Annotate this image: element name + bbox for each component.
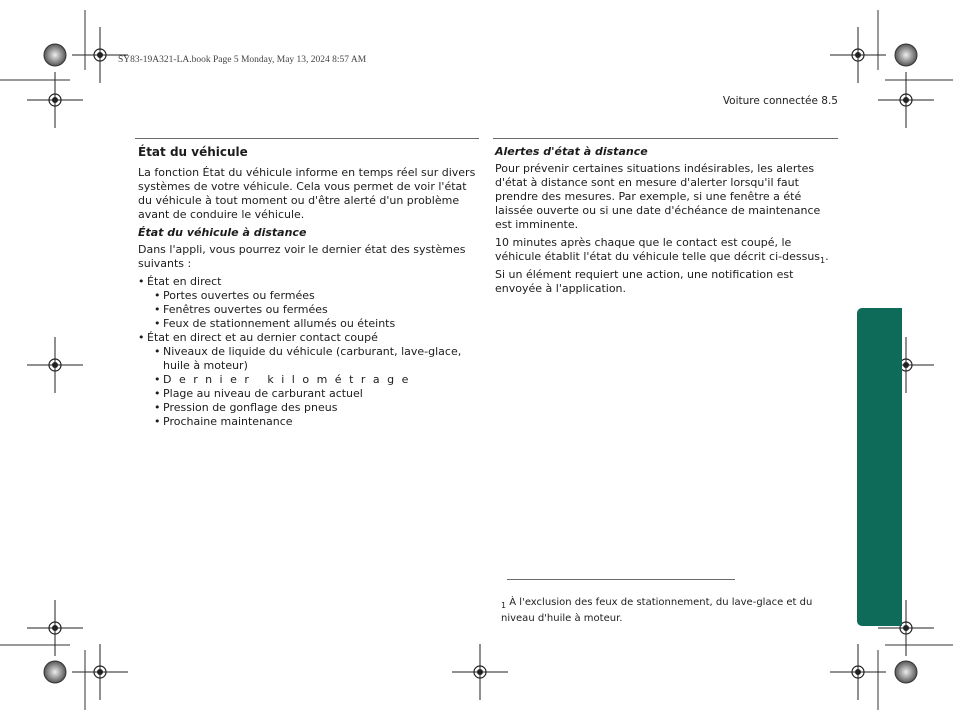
- footnote: [501, 596, 836, 625]
- footnote-text: À l'exclusion des feux de stationnement, du lave-glace et du niveau d'huile à moteur.: [501, 597, 813, 624]
- left-column: [138, 145, 478, 429]
- alerts-paragraph-1: Pour prévenir certaines situations indésirables, les alertes d'état à distance sont en mesure d'alerter lorsqu'il faut prendre des mesures. Par exemple, si une fenêtre a été laissée ouverte ou si une date d'échéance de maintenance est imminente.: [495, 162, 821, 231]
- list-item: [138, 275, 478, 331]
- status-list: [138, 275, 478, 429]
- group-label-live-and-ignition-off: État en direct et au dernier contact coupé: [147, 331, 378, 344]
- list-item: • Niveaux de liquide du véhicule (carburant, lave-glace, huile à moteur): [154, 345, 478, 373]
- chapter-thumb-tab: [857, 308, 902, 626]
- footnote-rule: [507, 579, 735, 580]
- alerts-paragraph-2: 10 minutes après chaque que le contact est coupé, le véhicule établit l'état du véhicule telle que décrit ci-dessus$_1$. Si un élément requiert une action, une notification est envoyée à l'application.: [495, 236, 829, 296]
- list-item: • Portes ouvertes ou fermées: [154, 289, 478, 303]
- list-item: • Pression de gonflage des pneus: [154, 401, 478, 415]
- sublist-live-and-ignition-off: [154, 345, 478, 429]
- corner-target-top-right: [895, 44, 917, 66]
- footnote-reference: 1: [820, 256, 826, 266]
- section-title: État du véhicule: [138, 145, 248, 159]
- list-item: • Plage au niveau de carburant actuel: [154, 387, 478, 401]
- intro-paragraph: La fonction État du véhicule informe en temps réel sur divers systèmes de votre véhicule. Cela vous permet de voir l'état du véhicule à tout moment ou d'être alerté d'un problème avant de conduire le véhicule.: [138, 166, 476, 221]
- running-head: Voiture connectée 8.5: [722, 95, 838, 107]
- group-label-live: État en direct: [147, 275, 222, 288]
- corner-target-bottom-left: [44, 661, 66, 683]
- subheading-remote-status: État du véhicule à distance: [138, 226, 307, 239]
- subintro-paragraph: Dans l'appli, vous pourrez voir le dernier état des systèmes suivants :: [138, 243, 466, 270]
- list-item: • Dernier kilométrage: [154, 373, 478, 387]
- list-item: • Fenêtres ouvertes ou fermées: [154, 303, 478, 317]
- sublist-live: [154, 289, 478, 331]
- corner-target-top-left: [44, 44, 66, 66]
- list-item: • Prochaine maintenance: [154, 415, 478, 429]
- list-item: [138, 331, 478, 429]
- print-header: SY83-19A321-LA.book Page 5 Monday, May 13, 2024 8:57 AM: [118, 55, 367, 65]
- left-column-rule: [135, 138, 479, 139]
- right-column: [495, 145, 835, 300]
- corner-target-bottom-right: [895, 661, 917, 683]
- right-column-rule: [493, 138, 838, 139]
- subheading-remote-alerts: Alertes d'état à distance: [495, 145, 648, 158]
- footnote-marker: 1: [501, 601, 507, 610]
- list-item: • Feux de stationnement allumés ou éteints: [154, 317, 478, 331]
